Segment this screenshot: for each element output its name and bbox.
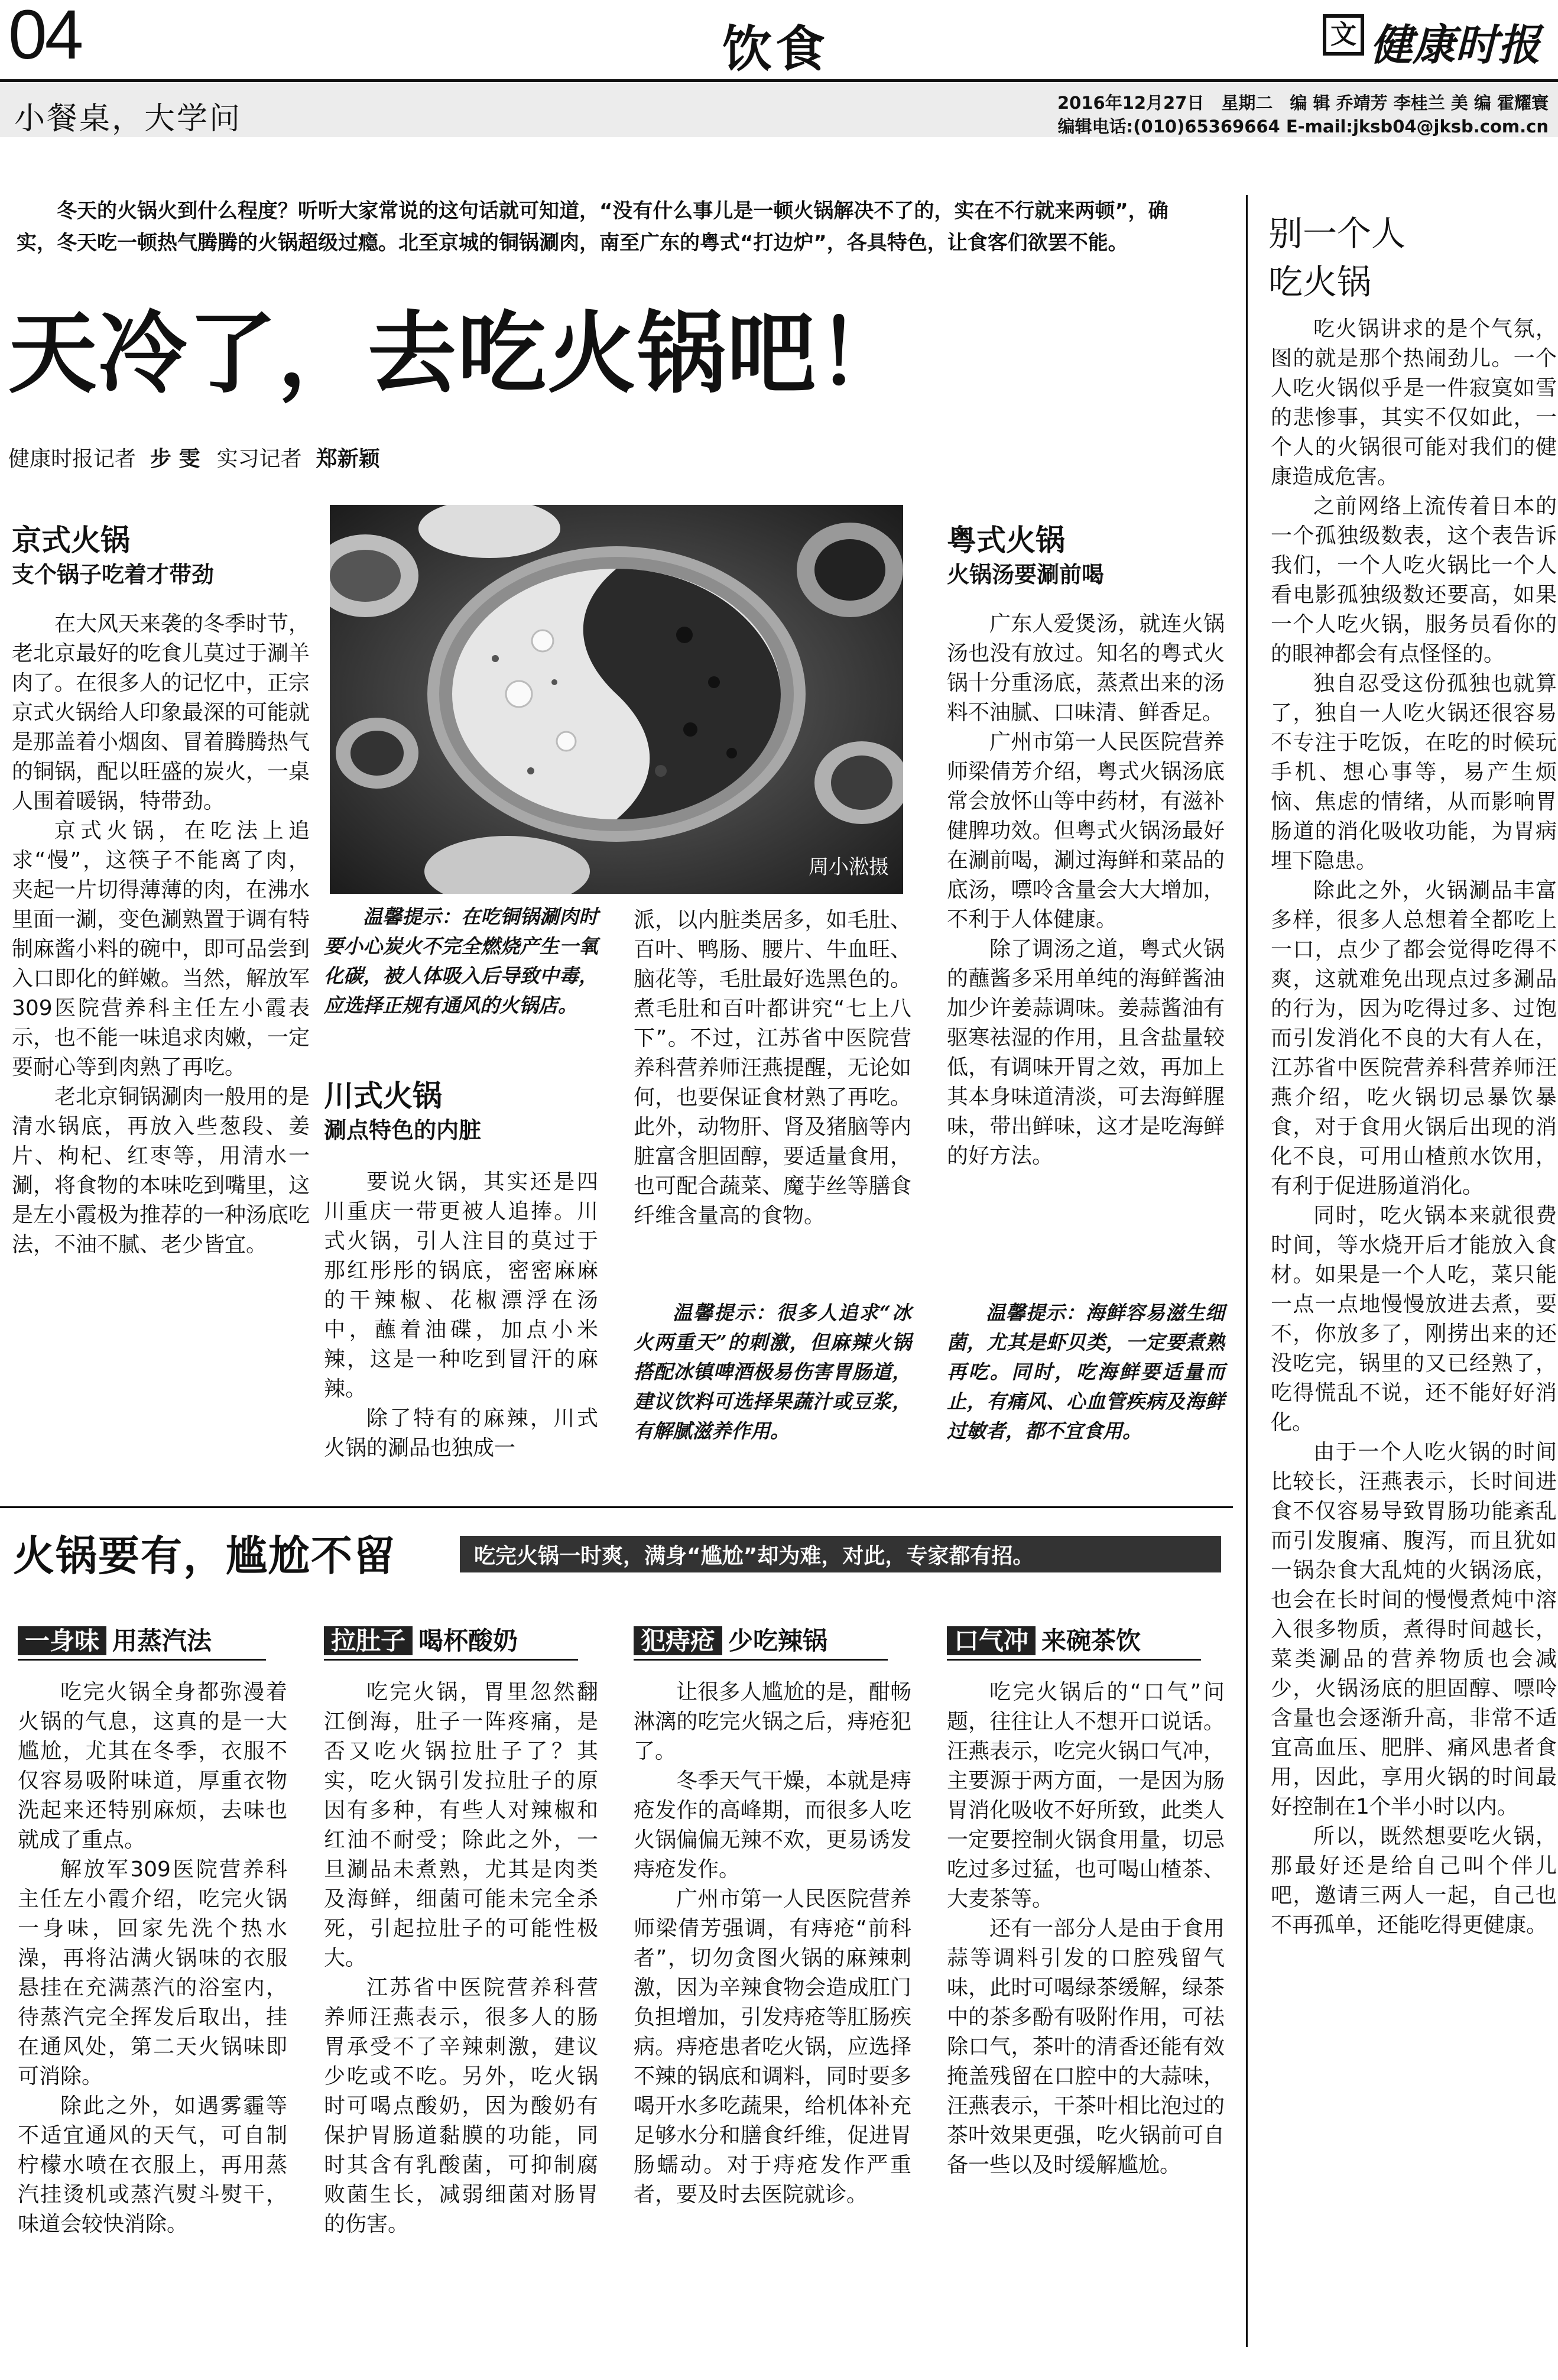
byline-intern: 郑新颖: [316, 447, 380, 471]
hotpot-photo-image: [330, 505, 903, 894]
tag-hemorrhoids-tail: 少吃辣锅: [728, 1626, 828, 1655]
tag-breath-tail: 来碗茶饮: [1041, 1626, 1141, 1655]
yue-section: [947, 523, 1225, 1171]
byline-reporter-label: 健康时报记者: [8, 447, 137, 471]
embarrass-col-2: [324, 1625, 598, 2239]
tag-underline: [634, 1659, 888, 1661]
sidebar-body: 吃火锅讲求的是个气氛，图的就是那个热闹劲儿。一个人吃火锅似乎是一件寂寞如雪的悲惨事，其实不仅如此，一个人的火锅很可能对我们的健康造成危害。 之前网络上流传着日本的一个孤独级数表，这个表告诉我们，一个人吃火锅比一个人看电影孤独级数还要高，如果一个人吃火锅，服务员看你的的眼神都会有点怪怪的。 独自忍受这份孤独也就算了，独自一人吃火锅还很容易不专注于吃饭，在吃的时候玩手机、想心事等，易产生烦恼、焦虑的情绪，从而影响胃肠道的消化吸收功能，为胃病埋下隐患。 除此之外，火锅涮品丰富多样，很多人总想着全都吃上一口，点少了都会觉得吃得不爽，这就难免出现点过多涮品的行为，因为吃得过多、过饱而引发消化不良的大有人在，江苏省中医院营养科营养师汪燕介绍，吃火锅切忌暴饮暴食，对于食用火锅后出现的消化不良，可用山楂煎水饮用，有利于促进肠道消化。 同时，吃火锅本来就很费时间，等水烧开后才能放入食材。如果是一个人吃，菜只能一点一点地慢慢放进去煮，要不，你放多了，刚捞出来的还没吃完，锅里的又已经熟了，吃得慌乱不说，还不能好好消化。 由于一个人吃火锅的时间比较长，汪燕表示，长时间进食不仅容易导致胃肠功能紊乱而引发腹痛、腹泻，而且犹如一锅杂食大乱炖的火锅汤底，也会在长时间的慢慢煮炖中溶入很多物质，煮得时间越长，菜类涮品的营养物质也会减少，火锅汤底的胆固醇、嘌呤含量也会逐渐升高，非常不适宜高血压、肥胖、痛风患者食用，因此，享用火锅的时间最好控制在1个半小时以内。 所以，既然想要吃火锅，那最好还是给自己叫个伴儿吧，邀请三两人一起，自己也不再孤单，还能吃得更健康。: [1271, 317, 1557, 1937]
yue-subtitle: 火锅汤要涮前喝: [947, 562, 1105, 588]
tag-diarrhea-label: 拉肚子: [324, 1626, 413, 1655]
yue-body: 广东人爱煲汤，就连火锅汤也没有放过。知名的粤式火锅十分重汤底，蒸煮出来的汤料不油腻、口味清、鲜香足。 广州市第一人民医院营养师梁倩芳介绍，粤式火锅汤底常会放怀山等中药材，有滋补健脾功效。但粤式火锅汤最好在涮前喝，涮过海鲜和菜品的底汤，嘌呤含量会大大增加，不利于人体健康。 除了调汤之道，粤式火锅的蘸酱多采用单纯的海鲜酱油加少许姜蒜调味。姜蒜酱油有驱寒祛湿的作用，且含盐量较低，有调味开胃之效，再加上其本身味道清淡，可去海鲜腥味，带出鲜味，这才是吃海鲜的好方法。: [947, 612, 1225, 1168]
article-intro: 冬天的火锅火到什么程度？听听大家常说的这句话就可知道，“没有什么事儿是一顿火锅解决不了的，实在不行就来两顿”，确实，冬天吃一顿热气腾腾的火锅超级过瘾。北至京城的铜锅涮肉，南至广东的粤式“打边炉”，各具特色，让食客们欲罢不能。: [17, 199, 1168, 255]
article-headline: 天冷了，去吃火锅吧！: [8, 301, 907, 406]
logo-mark: 文: [1323, 14, 1364, 56]
embarrass-col-4: [947, 1625, 1225, 2180]
tip-3: 温馨提示：海鲜容易滋生细菌，尤其是虾贝类，一定要煮熟再吃。同时，吃海鲜要适量而止，有痛风、心血管疾病及海鲜过敏者，都不宜食用。: [947, 1301, 1225, 1442]
section-title: 饮食: [722, 20, 829, 78]
jing-body: 在大风天来袭的冬季时节，老北京最好的吃食儿莫过于涮羊肉了。在很多人的记忆中，正宗京式火锅给人印象最深的可能就是那盖着小烟囱、冒着腾腾热气的铜锅，配以旺盛的炭火，一桌人围着暖锅，特带劲。 京式火锅，在吃法上追求“慢”，这筷子不能离了肉，夹起一片切得薄薄的肉，在沸水里面一涮，变色涮熟置于调有特制麻酱小料的碗中，即可品尝到入口即化的鲜嫩。当然，解放军309医院营养科主任左小霞表示，也不能一味追求肉嫩，一定要耐心等到肉熟了再吃。 老北京铜锅涮肉一般用的是清水锅底，再放入些葱段、姜片、枸杞、红枣等，用清水一涮，将食物的本味吃到嘴里，这是左小霞极为推荐的一种汤底吃法，不油不腻、老少皆宜。: [12, 612, 310, 1257]
sidebar-divider: [1246, 195, 1248, 2347]
tag-smell: [18, 1625, 287, 1658]
masthead-rule: [0, 79, 1558, 82]
chuan-subtitle: 涮点特色的内脏: [324, 1117, 482, 1143]
tag-diarrhea: [324, 1625, 598, 1658]
hemorrhoids-body: 让很多人尴尬的是，酣畅淋漓的吃完火锅之后，痔疮犯了。 冬季天气干燥，本就是痔疮发作的高峰期，而很多人吃火锅偏偏无辣不欢，更易诱发痔疮发作。 广州市第一人民医院营养师梁倩芳强调，有痔疮“前科者”，切勿贪图火锅的麻辣刺激，因为辛辣食物会造成肛门负担增加，引发痔疮等肛肠疾病。痔疮患者吃火锅，应选择不辣的锅底和调料，同时要多喝开水多吃蔬果，给机体补充足够水分和膳食纤维，促进胃肠蠕动。对于痔疮发作严重者，要及时去医院就诊。: [634, 1680, 911, 2207]
sidebar-title-line-1: 别一个人: [1268, 213, 1406, 254]
tag-diarrhea-tail: 喝杯酸奶: [418, 1626, 518, 1655]
photo-credit: 周小淞摄: [809, 855, 889, 879]
embarrass-col-1: [18, 1625, 287, 2239]
issue-info: [981, 91, 1549, 138]
contact-line: 编辑电话:(010)65369664 E-mail:jksb04@jksb.com.cn: [1057, 116, 1549, 137]
tip-2: 温馨提示：很多人追求“冰火两重天”的刺激，但麻辣火锅搭配冰镇啤酒极易伤害胃肠道，建议饮料可选择果蔬汁或豆浆，有解腻滋养作用。: [634, 1301, 911, 1442]
jing-section: [12, 523, 310, 1260]
section-rule: [0, 1506, 1233, 1508]
jing-title: 京式火锅: [12, 523, 130, 557]
yue-title: 粤式火锅: [947, 523, 1065, 557]
tag-hemorrhoids-label: 犯痔疮: [634, 1626, 722, 1655]
embarrass-title: 火锅要有，尴尬不留: [13, 1532, 396, 1580]
section-slogan: 小餐桌，大学问: [14, 101, 242, 137]
tag-underline: [18, 1659, 266, 1661]
chuan-body: 要说火锅，其实还是四川重庆一带更被人追捧。川式火锅，引人注目的莫过于那红彤彤的锅底，密密麻麻的干辣椒、花椒漂浮在汤中，蘸着油碟，加点小米辣，这是一种吃到冒汗的麻辣。 除了特有的麻辣，川式火锅的涮品也独成一: [324, 1170, 598, 1460]
tag-hemorrhoids: [634, 1625, 911, 1658]
tag-breath-label: 口气冲: [947, 1626, 1036, 1655]
byline-intern-label: 实习记者: [216, 447, 302, 471]
tag-underline: [947, 1659, 1201, 1661]
page-number: 04: [8, 0, 82, 74]
sidebar-title: [1268, 209, 1406, 306]
issue-line: 2016年12月27日 星期二 编 辑 乔靖芳 李桂兰 美 编 霍耀寰: [1057, 93, 1549, 113]
chuan-title: 川式火锅: [324, 1079, 442, 1113]
tag-underline: [324, 1659, 578, 1661]
jing-subtitle: 支个锅子吃着才带劲: [12, 562, 215, 588]
embarrass-subtitle: 吃完火锅一时爽，满身“尴尬”却为难，对此，专家都有招。: [474, 1544, 1034, 1568]
chuan-body-continued: 派，以内脏类居多，如毛肚、百叶、鸭肠、腰片、牛血旺、脑花等，毛肚最好选黑色的。煮毛肚和百叶都讲究“七上八下”。不过，江苏省中医院营养科营养师汪燕提醒，无论如何，也要保证食材熟了再吃。此外，动物肝、肾及猪脑等内脏富含胆固醇，要适量食用，也可配合蔬菜、魔芋丝等膳食纤维含量高的食物。: [634, 908, 911, 1228]
tag-breath: [947, 1625, 1225, 1658]
smell-body: 吃完火锅全身都弥漫着火锅的气息，这真的是一大尴尬，尤其在冬季，衣服不仅容易吸附味道，厚重衣物洗起来还特别麻烦，去味也就成了重点。 解放军309医院营养科主任左小霞介绍，吃完火锅一身味，回家先洗个热水澡，再将沾满火锅味的衣服悬挂在充满蒸汽的浴室内，待蒸汽完全挥发后取出，挂在通风处，第二天火锅味即可消除。 除此之外，如遇雾霾等不适宜通风的天气，可自制柠檬水喷在衣服上，再用蒸汽挂烫机或蒸汽熨斗熨干，味道会较快消除。: [18, 1680, 287, 2236]
byline: [8, 442, 397, 472]
hotpot-photo: [330, 505, 903, 894]
tip-1: 温馨提示：在吃铜锅涮肉时要小心炭火不完全燃烧产生一氧化碳，被人体吸入后导致中毒，应选择正规有通风的火锅店。: [324, 905, 598, 1017]
diarrhea-body: 吃完火锅，胃里忽然翻江倒海，肚子一阵疼痛，是否又吃火锅拉肚子了？其实，吃火锅引发拉肚子的原因有多种，有些人对辣椒和红油不耐受；除此之外，一旦涮品未煮熟，尤其是肉类及海鲜，细菌可能未完全杀死，引起拉肚子的可能性极大。 江苏省中医院营养科营养师汪燕表示，很多人的肠胃承受不了辛辣刺激，建议少吃或不吃。另外，吃火锅时可喝点酸奶，因为酸奶有保护胃肠道黏膜的功能，同时其含有乳酸菌，可抑制腐败菌生长，减弱细菌对肠胃的伤害。: [324, 1680, 598, 2236]
byline-reporter: 步 雯: [150, 447, 200, 471]
newspaper-logo: 健康时报: [1370, 20, 1541, 70]
tag-smell-tail: 用蒸汽法: [112, 1626, 212, 1655]
embarrass-col-3: [634, 1625, 911, 2210]
tag-smell-label: 一身味: [18, 1626, 106, 1655]
chuan-section: [324, 1078, 598, 1463]
breath-body: 吃完火锅后的“口气”问题，往往让人不想开口说话。汪燕表示，吃完火锅口气冲，主要源于两方面，一是因为肠胃消化吸收不好所致，此类人一定要控制火锅食用量，切忌吃过多过猛，也可喝山楂茶、大麦茶等。 还有一部分人是由于食用蒜等调料引发的口腔残留气味，此时可喝绿茶缓解，绿茶中的茶多酚有吸附作用，可祛除口气，茶叶的清香还能有效掩盖残留在口腔中的大蒜味，汪燕表示，干茶叶相比泡过的茶叶效果更强，吃火锅前可自备一些以及时缓解尴尬。: [947, 1680, 1225, 2177]
sidebar-title-line-2: 吃火锅: [1268, 262, 1372, 302]
